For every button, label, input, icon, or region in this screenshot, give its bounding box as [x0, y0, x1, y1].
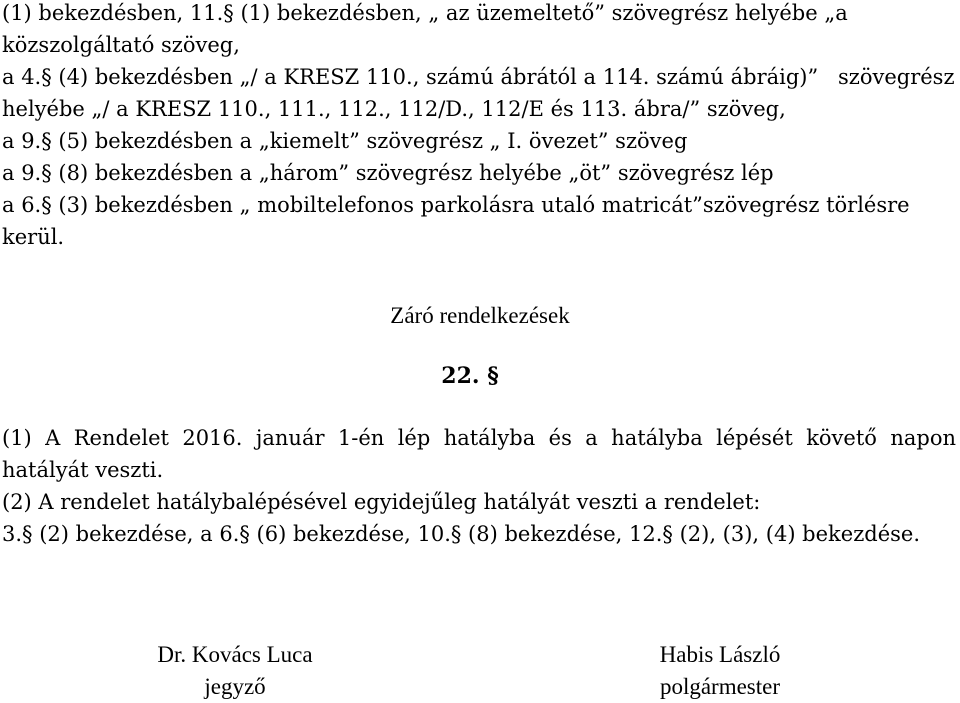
- paragraph-1-line-2: hatályát veszti.: [2, 458, 164, 482]
- signature-title-left: jegyző: [204, 674, 266, 699]
- paragraph-2-line-1: (2) A rendelet hatálybalépésével egyidejűleg hatályát veszti a rendelet:: [2, 490, 761, 514]
- signature-block-mayor: [600, 639, 840, 703]
- amendment-line-5: a 9.§ (5) bekezdésben a „kiemelt” szövegrész „ I. övezet” szöveg: [2, 129, 688, 153]
- signature-name-left: Dr. Kovács Luca: [157, 642, 313, 667]
- amendment-line-3-tail: szövegrész: [838, 65, 955, 89]
- amendment-line-6: a 9.§ (8) bekezdésben a „három” szövegrész helyébe „öt” szövegrész lép: [2, 161, 774, 185]
- paragraph-1-line-1: (1) A Rendelet 2016. január 1-én lép hatályba és a hatályba lépését követő napon: [2, 426, 956, 450]
- signature-name-right: Habis László: [659, 642, 781, 667]
- amendment-line-4: helyébe „/ a KRESZ 110., 111., 112., 112/D., 112/E és 113. ábra/” szöveg,: [2, 97, 786, 121]
- signature-title-right: polgármester: [659, 674, 781, 699]
- paragraph-2-line-2: 3.§ (2) bekezdése, a 6.§ (6) bekezdése, 10.§ (8) bekezdése, 12.§ (2), (3), (4) bekezdése.: [2, 522, 921, 546]
- section-number: 22. §: [441, 363, 499, 389]
- amendment-line-8: kerül.: [2, 225, 65, 249]
- amendment-line-1: (1) bekezdésben, 11.§ (1) bekezdésben, „ az üzemeltető” szövegrész helyébe „a: [2, 1, 848, 25]
- amendment-line-7: a 6.§ (3) bekezdésben „ mobiltelefonos parkolásra utaló matricát”szövegrész törlésre: [2, 193, 910, 217]
- amendment-line-2: közszolgáltató szöveg,: [2, 33, 240, 57]
- closing-heading: Záró rendelkezések: [390, 303, 570, 328]
- amendment-line-3: a 4.§ (4) bekezdésben „/ a KRESZ 110., számú ábrától a 114. számú ábráig)”: [2, 65, 819, 89]
- signature-block-notary: [110, 639, 360, 703]
